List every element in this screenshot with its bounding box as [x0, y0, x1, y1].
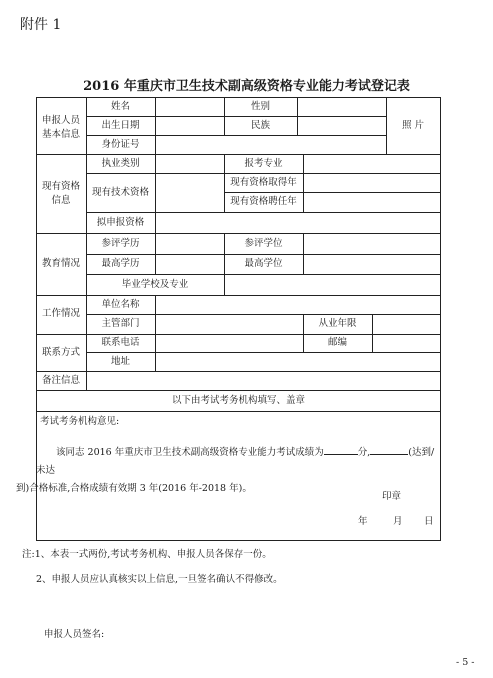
institution-fill-note: 以下由考试考务机构填写、盖章: [171, 395, 305, 406]
label-name: 姓名: [110, 101, 130, 112]
institution-opinion-label: 考试考务机构意见:: [40, 416, 120, 427]
label-gender: 性别: [250, 101, 270, 112]
section-contact: 联系方式: [41, 347, 80, 358]
label-phone: 联系电话: [101, 337, 140, 348]
label-ethnicity: 民族: [250, 120, 270, 131]
section-remarks: 备注信息: [41, 375, 80, 386]
label-highest-education: 最高学历: [101, 258, 140, 269]
attachment-label: 附件 1: [20, 17, 62, 33]
note-2: 2、申报人员应认真核实以上信息,一旦签名确认不得修改。: [36, 574, 283, 585]
label-work-years: 从业年限: [318, 318, 357, 329]
page-number: - 5 -: [456, 657, 475, 668]
label-exam-specialty: 报考专业: [244, 158, 283, 169]
seal-label: 印章: [382, 491, 402, 502]
date-year-label: 年: [358, 516, 368, 527]
label-qual-obtain-year: 现有资格取得年: [230, 177, 297, 188]
note-1: 注:1、本表一式两份,考试考务机构、申报人员各保存一份。: [22, 549, 272, 560]
label-employer: 单位名称: [101, 299, 140, 310]
section-education: 教育情况: [41, 258, 80, 269]
pass-status-blank[interactable]: [370, 444, 408, 455]
label-practice-category: 执业类别: [101, 158, 140, 169]
photo-box[interactable]: 照 片: [401, 120, 425, 131]
date-day-label: 日: [424, 516, 434, 527]
label-highest-degree: 最高学位: [244, 258, 283, 269]
section-qualification: 现有资格信息: [41, 181, 80, 206]
label-address: 地址: [110, 356, 130, 367]
label-postcode: 邮编: [327, 337, 347, 348]
label-planned-qual: 拟申报资格: [96, 217, 145, 228]
date-month-label: 月: [393, 516, 403, 527]
section-work: 工作情况: [41, 308, 80, 319]
label-id-number: 身份证号: [101, 139, 140, 150]
label-supervisor-dept: 主管部门: [101, 318, 140, 329]
form-title: 2016 年重庆市卫生技术副高级资格专业能力考试登记表: [83, 79, 410, 94]
label-school-major: 毕业学校及专业: [121, 279, 189, 290]
institution-result-paragraph: 该同志 2016 年重庆市卫生技术副高级资格专业能力考试成绩为 分, (达到/未达 到)合格标准,合格成绩有效期 3 年(2016 年-2018 年)。: [36, 444, 441, 498]
label-qual-appoint-year: 现有资格聘任年: [230, 196, 297, 207]
score-blank[interactable]: [324, 444, 358, 455]
label-eval-education: 参评学历: [101, 238, 140, 249]
label-eval-degree: 参评学位: [244, 238, 283, 249]
signature-label: 申报人员签名:: [44, 629, 105, 640]
section-applicant-basic: 申报人员基本信息: [41, 115, 80, 140]
label-birth-date: 出生日期: [101, 120, 140, 131]
label-current-tech-qual: 现有技术资格: [91, 187, 149, 198]
